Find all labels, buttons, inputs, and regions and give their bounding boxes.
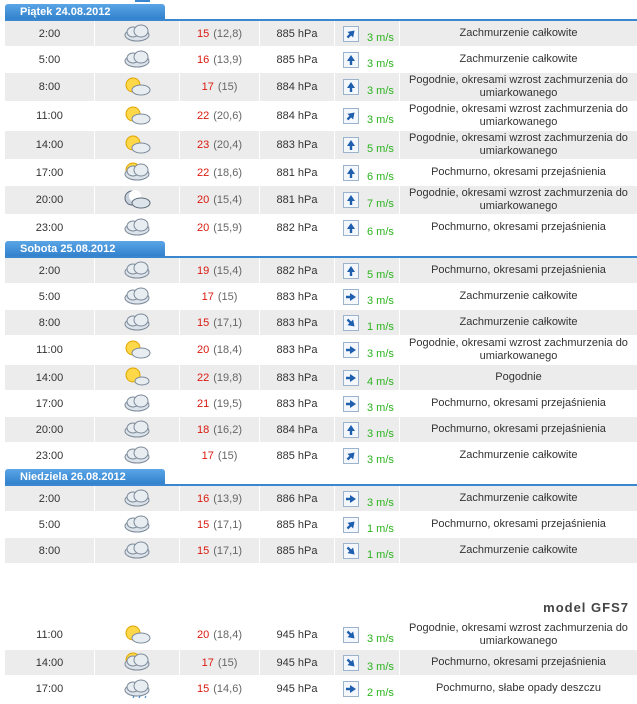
wind-speed: 3 m/s bbox=[367, 660, 394, 673]
perceived-temperature: (19,5) bbox=[213, 397, 242, 410]
wind-speed: 4 m/s bbox=[367, 375, 394, 388]
overcast-cloud-icon bbox=[122, 284, 152, 309]
forecast-row bbox=[5, 336, 637, 365]
wind-direction-icon bbox=[343, 52, 359, 68]
temperature: 16 bbox=[197, 53, 210, 66]
wind-direction-icon bbox=[343, 315, 359, 331]
pressure: 881 hPa bbox=[276, 194, 318, 206]
temperature: 21 bbox=[197, 397, 210, 410]
wind-speed: 1 m/s bbox=[367, 522, 394, 535]
forecast-row bbox=[5, 258, 637, 284]
weather-description: Pochmurno, okresami przejaśnienia bbox=[431, 264, 606, 276]
overcast-cloud-icon bbox=[122, 21, 152, 46]
forecast-time: 17:00 bbox=[35, 166, 64, 179]
perceived-temperature: (20,6) bbox=[213, 110, 242, 122]
model-label: model GFS7 bbox=[543, 600, 629, 615]
forecast-time: 17:00 bbox=[35, 397, 64, 410]
forecast-row bbox=[5, 131, 637, 160]
sun-clouds-icon bbox=[122, 160, 152, 185]
temperature: 18 bbox=[197, 423, 210, 436]
pressure: 882 hPa bbox=[276, 221, 318, 234]
perceived-temperature: (15,4) bbox=[213, 264, 242, 277]
temperature: 17 bbox=[201, 656, 214, 669]
weather-description: Pogodnie, okresami wzrost zachmurzenia do umiarkowanego bbox=[409, 103, 628, 128]
forecast-row bbox=[5, 676, 637, 702]
temperature: 22 bbox=[197, 371, 210, 384]
wind-direction-icon bbox=[343, 655, 359, 671]
forecast-row bbox=[5, 310, 637, 336]
perceived-temperature: (20,4) bbox=[213, 139, 242, 151]
forecast-row bbox=[5, 73, 637, 102]
sun-cloud-icon bbox=[122, 75, 152, 100]
wind-direction-icon bbox=[343, 491, 359, 507]
forecast-time: 5:00 bbox=[38, 290, 61, 303]
wind-speed: 6 m/s bbox=[367, 225, 394, 238]
forecast-row bbox=[5, 160, 637, 186]
forecast-time: 14:00 bbox=[35, 371, 64, 384]
perceived-temperature: (17,1) bbox=[213, 544, 242, 557]
weather-description: Pogodnie, okresami wzrost zachmurzenia do umiarkowanego bbox=[409, 187, 628, 212]
pressure: 884 hPa bbox=[276, 110, 318, 122]
wind-speed: 6 m/s bbox=[367, 170, 394, 183]
perceived-temperature: (15,9) bbox=[213, 221, 242, 234]
overcast-cloud-icon bbox=[122, 538, 152, 563]
sun-cloud-icon bbox=[122, 133, 152, 158]
temperature: 17 bbox=[201, 81, 214, 93]
overcast-cloud-icon bbox=[122, 443, 152, 468]
wind-speed: 5 m/s bbox=[367, 143, 394, 155]
perceived-temperature: (14,6) bbox=[213, 682, 242, 695]
weather-description: Pochmurno, okresami przejaśnienia bbox=[431, 518, 606, 530]
temperature: 20 bbox=[197, 194, 210, 206]
wind-direction-icon bbox=[343, 192, 359, 208]
forecast-time: 5:00 bbox=[38, 53, 61, 66]
clouds-icon bbox=[122, 417, 152, 442]
moon-cloud-icon bbox=[122, 188, 152, 213]
day-header: Sobota 25.08.2012 bbox=[5, 241, 165, 257]
weather-description: Zachmurzenie całkowite bbox=[459, 290, 578, 302]
forecast-time: 2:00 bbox=[38, 264, 61, 277]
perceived-temperature: (19,8) bbox=[213, 371, 242, 384]
overcast-cloud-icon bbox=[122, 47, 152, 72]
weather-description: Pogodnie, okresami wzrost zachmurzenia do umiarkowanego bbox=[409, 337, 628, 362]
wind-speed: 7 m/s bbox=[367, 198, 394, 210]
wind-direction-icon bbox=[343, 137, 359, 153]
weather-description: Zachmurzenie całkowite bbox=[459, 492, 578, 504]
wind-direction-icon bbox=[343, 79, 359, 95]
perceived-temperature: (15) bbox=[217, 290, 238, 303]
temperature: 15 bbox=[197, 27, 210, 40]
weather-description: Pochmurno, okresami przejaśnienia bbox=[431, 423, 606, 435]
wind-speed: 3 m/s bbox=[367, 427, 394, 440]
wind-direction-icon bbox=[343, 26, 359, 42]
wind-direction-icon bbox=[343, 108, 359, 124]
forecast-time: 14:00 bbox=[35, 139, 64, 151]
wind-direction-icon bbox=[343, 422, 359, 438]
forecast-time: 20:00 bbox=[35, 423, 64, 436]
temperature: 15 bbox=[197, 544, 210, 557]
forecast-time: 2:00 bbox=[38, 27, 61, 40]
forecast-time: 20:00 bbox=[35, 194, 64, 206]
forecast-row bbox=[5, 486, 637, 512]
forecast-time: 5:00 bbox=[38, 518, 61, 531]
wind-speed: 3 m/s bbox=[367, 114, 394, 126]
pressure: 883 hPa bbox=[276, 344, 318, 356]
wind-direction-icon bbox=[343, 627, 359, 643]
weather-description: Zachmurzenie całkowite bbox=[459, 449, 578, 461]
day-header: Niedziela 26.08.2012 bbox=[5, 469, 165, 485]
pressure: 883 hPa bbox=[276, 139, 318, 151]
pressure: 945 hPa bbox=[276, 656, 318, 669]
wind-direction-icon bbox=[343, 263, 359, 279]
forecast-row bbox=[5, 538, 637, 564]
wind-speed: 3 m/s bbox=[367, 57, 394, 70]
perceived-temperature: (15,4) bbox=[213, 194, 242, 206]
wind-speed: 2 m/s bbox=[367, 686, 394, 699]
forecast-row bbox=[5, 102, 637, 131]
wind-speed: 3 m/s bbox=[367, 31, 394, 44]
forecast-row bbox=[5, 391, 637, 417]
weather-description: Pogodnie, okresami wzrost zachmurzenia do umiarkowanego bbox=[409, 74, 628, 99]
wind-speed: 3 m/s bbox=[367, 294, 394, 307]
perceived-temperature: (13,9) bbox=[213, 53, 242, 66]
perceived-temperature: (15) bbox=[217, 449, 238, 462]
weather-description: Zachmurzenie całkowite bbox=[459, 27, 578, 39]
sun-icon bbox=[122, 365, 152, 390]
forecast-time: 2:00 bbox=[38, 492, 61, 505]
wind-direction-icon bbox=[343, 289, 359, 305]
wind-speed: 3 m/s bbox=[367, 401, 394, 414]
weather-description: Zachmurzenie całkowite bbox=[459, 316, 578, 328]
pressure: 885 hPa bbox=[276, 544, 318, 557]
forecast-row bbox=[5, 365, 637, 391]
rain-cloud-icon bbox=[122, 676, 152, 701]
clouds-icon bbox=[122, 391, 152, 416]
forecast-time: 17:00 bbox=[35, 682, 64, 695]
perceived-temperature: (16,2) bbox=[213, 423, 242, 436]
perceived-temperature: (15) bbox=[217, 656, 238, 669]
forecast-time: 11:00 bbox=[36, 629, 63, 641]
perceived-temperature: (13,9) bbox=[213, 492, 242, 505]
forecast-time: 11:00 bbox=[36, 344, 63, 356]
pressure: 945 hPa bbox=[276, 682, 318, 695]
wind-direction-icon bbox=[343, 396, 359, 412]
forecast-row bbox=[5, 186, 637, 215]
pressure: 883 hPa bbox=[276, 371, 318, 384]
forecast-row bbox=[5, 21, 637, 47]
pressure: 885 hPa bbox=[276, 53, 318, 66]
sun-cloud-icon bbox=[122, 623, 152, 648]
pressure: 883 hPa bbox=[276, 290, 318, 303]
sun-clouds-icon bbox=[122, 650, 152, 675]
wind-direction-icon bbox=[343, 165, 359, 181]
day-header: Piątek 24.08.2012 bbox=[5, 4, 165, 20]
temperature: 17 bbox=[201, 449, 214, 462]
pressure: 883 hPa bbox=[276, 316, 318, 329]
forecast-time: 8:00 bbox=[38, 81, 61, 93]
pressure: 885 hPa bbox=[276, 449, 318, 462]
forecast-row bbox=[5, 443, 637, 469]
forecast-row bbox=[5, 512, 637, 538]
pressure: 885 hPa bbox=[276, 27, 318, 40]
forecast-row bbox=[5, 417, 637, 443]
wind-direction-icon bbox=[343, 342, 359, 358]
forecast-time: 8:00 bbox=[38, 316, 61, 329]
pressure: 884 hPa bbox=[276, 81, 318, 93]
forecast-time: 23:00 bbox=[35, 449, 64, 462]
overcast-cloud-icon bbox=[122, 486, 152, 511]
wind-direction-icon bbox=[343, 220, 359, 236]
temperature: 20 bbox=[197, 221, 210, 234]
perceived-temperature: (18,4) bbox=[213, 344, 242, 356]
wind-speed: 3 m/s bbox=[367, 496, 394, 509]
perceived-temperature: (15) bbox=[217, 81, 238, 93]
wind-speed: 3 m/s bbox=[367, 85, 394, 97]
perceived-temperature: (18,4) bbox=[213, 629, 242, 641]
wind-speed: 3 m/s bbox=[367, 348, 394, 360]
wind-direction-icon bbox=[343, 517, 359, 533]
forecast-time: 14:00 bbox=[35, 656, 64, 669]
pressure: 883 hPa bbox=[276, 397, 318, 410]
perceived-temperature: (18,6) bbox=[213, 166, 242, 179]
temperature: 16 bbox=[197, 492, 210, 505]
forecast-row bbox=[5, 47, 637, 73]
temperature: 15 bbox=[197, 316, 210, 329]
temperature: 15 bbox=[197, 518, 210, 531]
wind-direction-icon bbox=[343, 681, 359, 697]
temperature: 15 bbox=[197, 682, 210, 695]
forecast-row bbox=[5, 215, 637, 241]
temperature: 22 bbox=[197, 110, 210, 122]
weather-description: Pogodnie, okresami wzrost zachmurzenia do umiarkowanego bbox=[409, 622, 628, 647]
wind-direction-icon bbox=[343, 448, 359, 464]
perceived-temperature: (17,1) bbox=[213, 316, 242, 329]
wind-speed: 3 m/s bbox=[367, 633, 394, 645]
perceived-temperature: (17,1) bbox=[213, 518, 242, 531]
temperature: 22 bbox=[197, 166, 210, 179]
weather-description: Pochmurno, słabe opady deszczu bbox=[435, 682, 602, 694]
temperature: 23 bbox=[197, 139, 210, 151]
wind-speed: 5 m/s bbox=[367, 268, 394, 281]
pressure: 886 hPa bbox=[276, 492, 318, 505]
weather-description: Pochmurno, okresami przejaśnienia bbox=[431, 656, 606, 668]
sun-cloud-icon bbox=[122, 104, 152, 129]
wind-speed: 1 m/s bbox=[367, 548, 394, 561]
pressure: 885 hPa bbox=[276, 518, 318, 531]
pressure: 884 hPa bbox=[276, 423, 318, 436]
overcast-cloud-icon bbox=[122, 310, 152, 335]
pressure: 881 hPa bbox=[276, 166, 318, 179]
forecast-row bbox=[5, 650, 637, 676]
weather-description: Pochmurno, okresami przejaśnienia bbox=[431, 397, 606, 409]
temperature: 19 bbox=[197, 264, 210, 277]
forecast-time: 23:00 bbox=[35, 221, 64, 234]
forecast-row bbox=[5, 284, 637, 310]
wind-direction-icon bbox=[343, 370, 359, 386]
weather-description: Zachmurzenie całkowite bbox=[459, 53, 578, 65]
forecast-time: 11:00 bbox=[36, 110, 63, 122]
weather-description: Pogodnie bbox=[495, 371, 542, 383]
wind-speed: 3 m/s bbox=[367, 453, 394, 466]
forecast-row bbox=[5, 621, 637, 650]
wind-speed: 1 m/s bbox=[367, 320, 394, 333]
pressure: 882 hPa bbox=[276, 264, 318, 277]
wind-direction-icon bbox=[343, 543, 359, 559]
forecast-time: 8:00 bbox=[38, 544, 61, 557]
sun-cloud-icon bbox=[122, 338, 152, 363]
weather-description: Zachmurzenie całkowite bbox=[459, 544, 578, 556]
temperature: 20 bbox=[197, 344, 210, 356]
clouds-icon bbox=[122, 258, 152, 283]
pressure: 945 hPa bbox=[276, 629, 318, 641]
clouds-icon bbox=[122, 512, 152, 537]
clouds-icon bbox=[122, 215, 152, 240]
perceived-temperature: (12,8) bbox=[213, 27, 242, 40]
weather-description: Pogodnie, okresami wzrost zachmurzenia do umiarkowanego bbox=[409, 132, 628, 157]
temperature: 17 bbox=[201, 290, 214, 303]
weather-description: Pochmurno, okresami przejaśnienia bbox=[431, 166, 606, 178]
top-divider bbox=[135, 0, 150, 2]
temperature: 20 bbox=[197, 629, 210, 641]
weather-description: Pochmurno, okresami przejaśnienia bbox=[431, 221, 606, 233]
